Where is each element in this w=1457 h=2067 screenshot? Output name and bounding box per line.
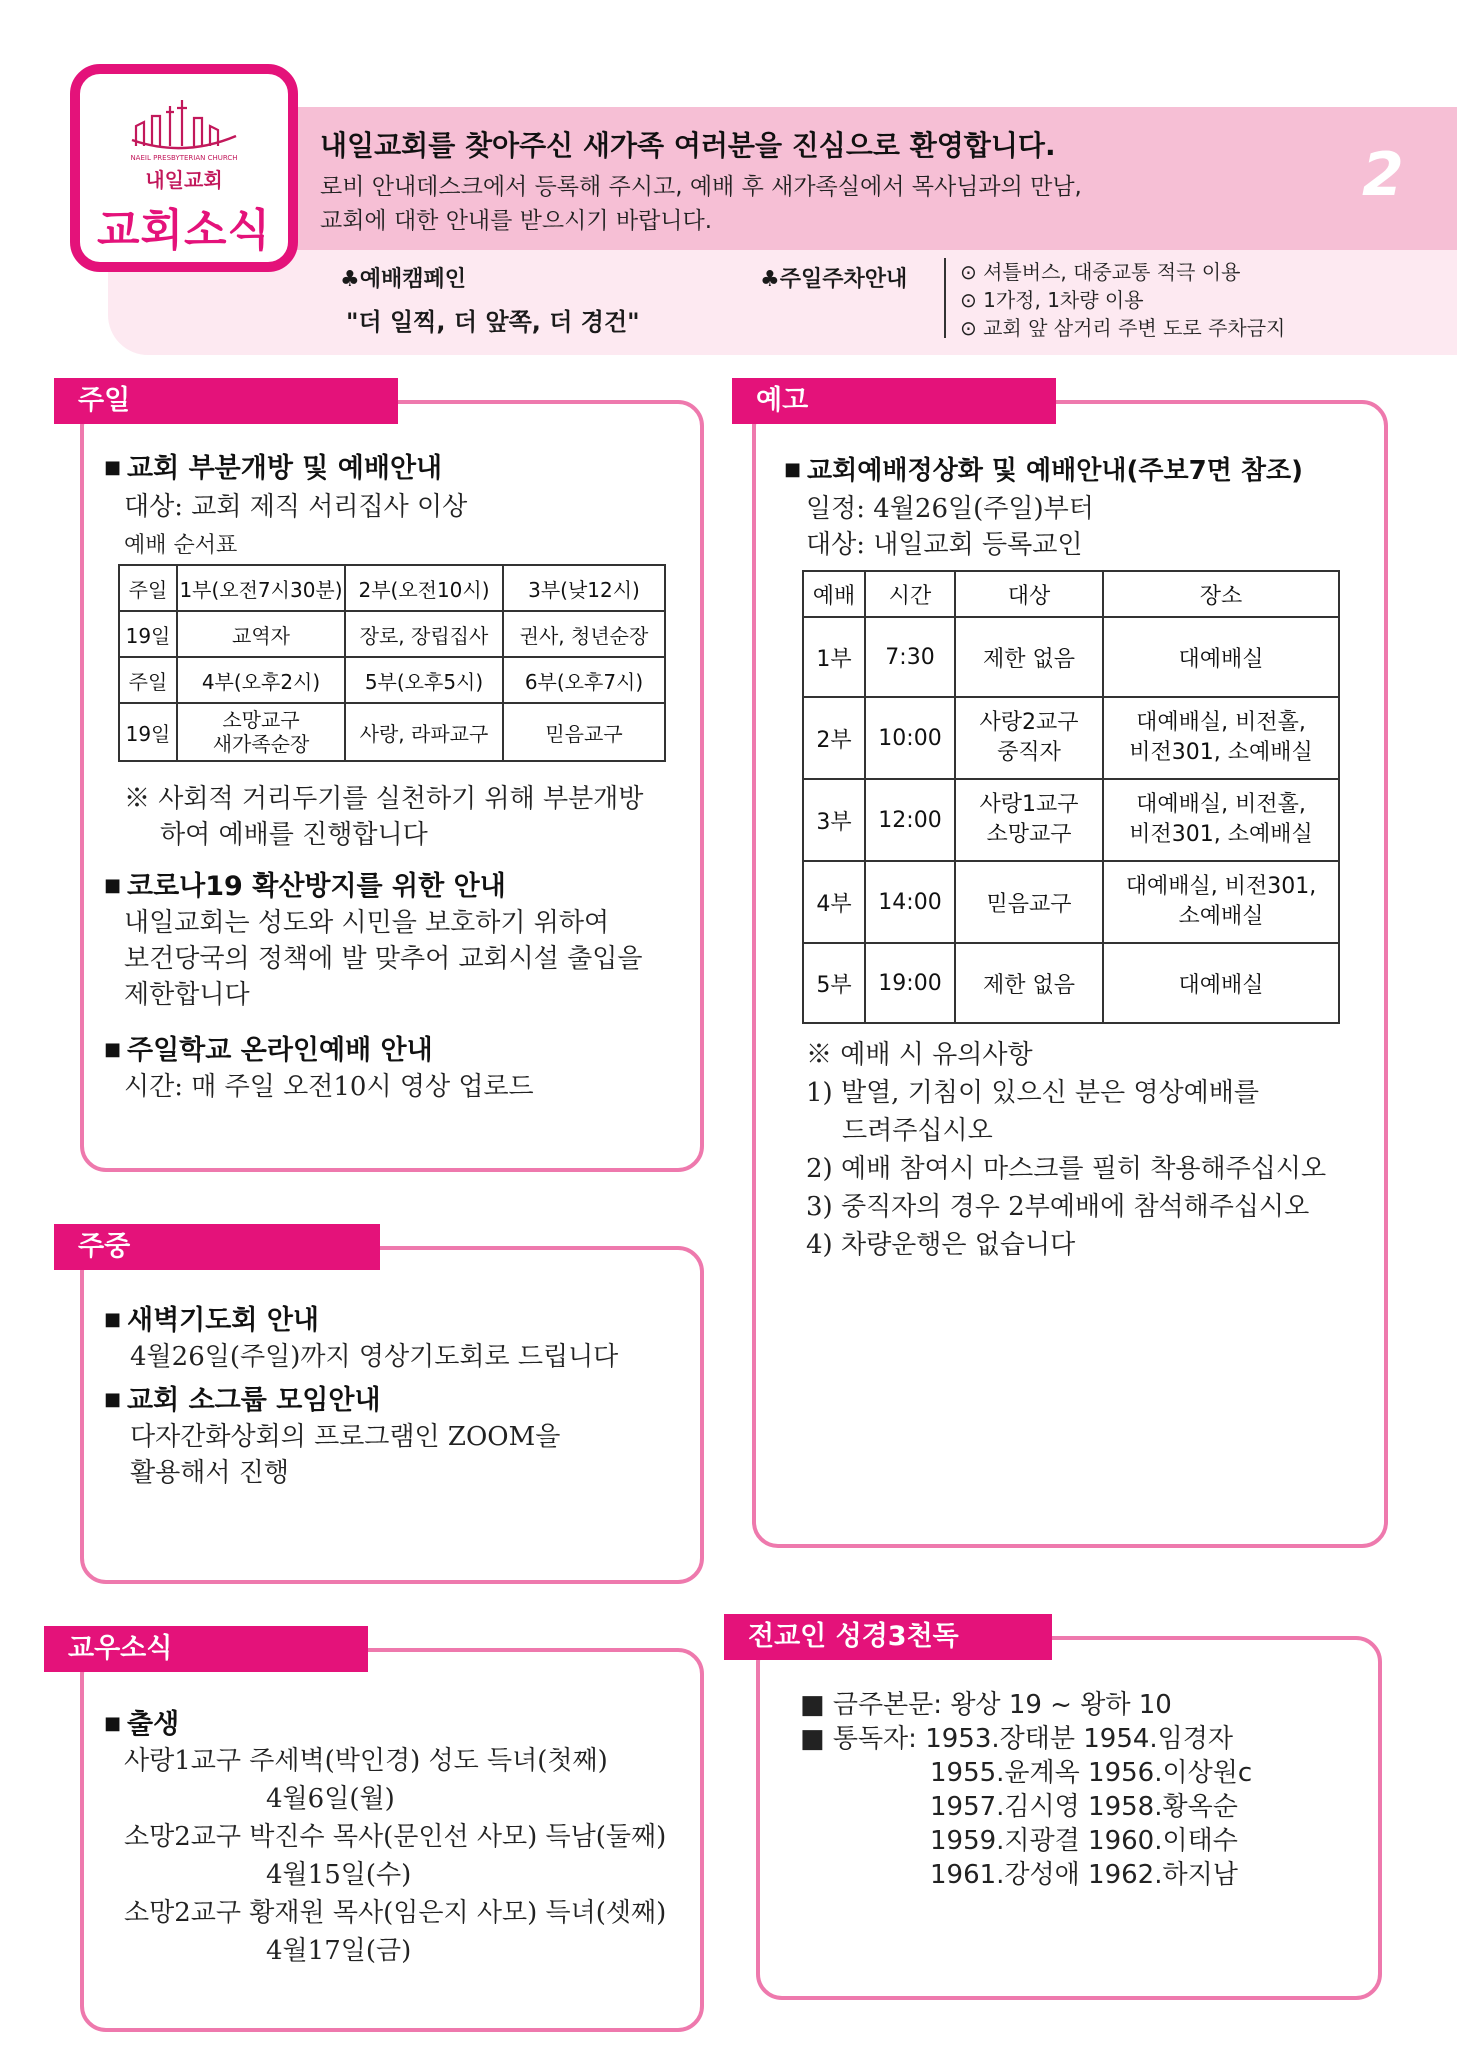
- table-cell: 2부(오전10시): [345, 565, 503, 611]
- news-line: 4월17일(금): [266, 1936, 412, 1966]
- campaign-label: ♣예배캠페인: [340, 267, 466, 292]
- school-text: 시간: 매 주일 오전10시 영상 업로드: [124, 1072, 534, 1102]
- bible-readers: 1955.윤계옥 1956.이상원c: [930, 1758, 1253, 1788]
- news-tag: 교우소식: [44, 1626, 368, 1672]
- group-text: 다자간화상회의 프로그램인 ZOOM을: [130, 1422, 561, 1452]
- weekday-heading-1: ■ 새벽기도회 안내: [104, 1305, 319, 1336]
- table-cell: 7:30: [865, 617, 955, 697]
- table-row: [803, 617, 1339, 697]
- table-cell: 19일: [119, 611, 177, 657]
- sunday-heading-2: ■ 코로나19 확산방지를 위한 안내: [104, 871, 506, 902]
- news-line: 사랑1교구 주세벽(박인경) 성도 득녀(첫째): [124, 1746, 608, 1776]
- sunday-note: ※ 사회적 거리두기를 실천하기 위해 부분개방: [124, 784, 644, 814]
- weekday-heading-2: ■ 교회 소그룹 모임안내: [104, 1385, 381, 1416]
- table-cell: 6부(오후7시): [503, 657, 665, 703]
- table-header-row: [803, 571, 1339, 617]
- sunday-heading-1: ■ 교회 부분개방 및 예배안내: [104, 453, 443, 484]
- table-cell: 제한 없음: [955, 943, 1103, 1023]
- table-cell: 교역자: [177, 611, 345, 657]
- parking-item: ⊙ 셔틀버스, 대중교통 적극 이용: [960, 260, 1241, 284]
- table-cell: 믿음교구: [955, 861, 1103, 943]
- table-row: [119, 611, 665, 657]
- parking-divider: [944, 258, 946, 338]
- caution-line: 1) 발열, 기침이 있으신 분은 영상예배를: [806, 1078, 1260, 1108]
- notice-schedule: 일정: 4월26일(주일)부터: [806, 494, 1094, 524]
- table-row: [119, 703, 665, 761]
- caution-line: 드려주십시오: [842, 1116, 993, 1146]
- dawn-text: 4월26일(주일)까지 영상기도회로 드립니다: [130, 1342, 619, 1372]
- parking-item: ⊙ 1가정, 1차량 이용: [960, 288, 1144, 312]
- logo-english: NAEIL PRESBYTERIAN CHURCH: [130, 154, 238, 162]
- news-line: 소망2교구 황재원 목사(임은지 사모) 득녀(셋째): [124, 1898, 667, 1928]
- table-cell: 4부(오후2시): [177, 657, 345, 703]
- covid-text: 내일교회는 성도와 시민을 보호하기 위하여: [124, 908, 610, 938]
- table-cell: 주일: [119, 565, 177, 611]
- table-cell: 사랑1교구 소망교구: [955, 779, 1103, 861]
- group-text: 활용해서 진행: [130, 1458, 289, 1488]
- table-cell: 대예배실: [1103, 617, 1339, 697]
- news-line: 소망2교구 박진수 목사(문인선 사모) 득남(둘째): [124, 1822, 667, 1852]
- news-line: 4월15일(수): [266, 1860, 412, 1890]
- table-cell: 믿음교구: [503, 703, 665, 761]
- page-title: 교회소식: [96, 205, 271, 256]
- table-cell: 2부: [803, 697, 865, 779]
- table-cell: 3부: [803, 779, 865, 861]
- bible-readers: 1959.지광결 1960.이태수: [930, 1826, 1238, 1856]
- sunday-target: 대상: 교회 제직 서리집사 이상: [124, 492, 468, 522]
- table-cell: 1부: [803, 617, 865, 697]
- table-row: [803, 697, 1339, 779]
- welcome-line-1: 내일교회를 찾아주신 새가족 여러분을 진심으로 환영합니다.: [320, 129, 1056, 162]
- bible-readers: 1957.김시영 1958.황옥순: [930, 1792, 1238, 1822]
- table-cell: 대예배실, 비전홀, 비전301, 소예배실: [1103, 779, 1339, 861]
- table-cell: 5부(오후5시): [345, 657, 503, 703]
- church-cross-icon: [130, 96, 238, 152]
- logo-church-name: 내일교회: [145, 168, 223, 192]
- table-cell: 제한 없음: [955, 617, 1103, 697]
- covid-text: 제한합니다: [124, 980, 250, 1010]
- table-cell: 장로, 장립집사: [345, 611, 503, 657]
- table-cell: 대예배실, 비전홀, 비전301, 소예배실: [1103, 697, 1339, 779]
- parking-item: ⊙ 교회 앞 삼거리 주변 도로 주차금지: [960, 316, 1286, 340]
- table-header-cell: 예배: [803, 571, 865, 617]
- bible-tag: 전교인 성경3천독: [724, 1614, 1052, 1660]
- bible-readers: ■ 통독자: 1953.장태분 1954.임경자: [800, 1724, 1234, 1754]
- caution-title: ※ 예배 시 유의사항: [806, 1040, 1033, 1070]
- campaign-slogan: "더 일찍, 더 앞쪽, 더 경건": [346, 308, 640, 336]
- order-label: 예배 순서표: [124, 533, 238, 558]
- table-row: [803, 861, 1339, 943]
- table-cell: 사랑2교구 중직자: [955, 697, 1103, 779]
- table-cell: 10:00: [865, 697, 955, 779]
- worship-table: [802, 570, 1340, 1024]
- bible-readers: 1961.강성애 1962.하지남: [930, 1860, 1238, 1890]
- table-row: [803, 779, 1339, 861]
- sunday-note: 하여 예배를 진행합니다: [160, 820, 428, 850]
- table-cell: 대예배실, 비전301, 소예배실: [1103, 861, 1339, 943]
- sunday-tag: 주일: [54, 378, 398, 424]
- parking-label: ♣주일주차안내: [760, 267, 908, 292]
- table-cell: 19일: [119, 703, 177, 761]
- welcome-line-2: 로비 안내데스크에서 등록해 주시고, 예배 후 새가족실에서 목사님과의 만남,: [320, 174, 1082, 200]
- table-cell: 사랑, 라파교구: [345, 703, 503, 761]
- table-cell: 주일: [119, 657, 177, 703]
- church-logo: [70, 64, 298, 272]
- order-table: [118, 564, 666, 762]
- caution-line: 2) 예배 참여시 마스크를 필히 착용해주십시오: [806, 1154, 1327, 1184]
- table-cell: 5부: [803, 943, 865, 1023]
- table-header-cell: 시간: [865, 571, 955, 617]
- bible-text: ■ 금주본문: 왕상 19 ~ 왕하 10: [800, 1690, 1172, 1720]
- table-cell: 12:00: [865, 779, 955, 861]
- table-cell: 14:00: [865, 861, 955, 943]
- welcome-line-3: 교회에 대한 안내를 받으시기 바랍니다.: [320, 208, 713, 234]
- table-row: [803, 943, 1339, 1023]
- table-cell: 3부(낮12시): [503, 565, 665, 611]
- notice-tag: 예고: [732, 378, 1056, 424]
- table-row: [119, 657, 665, 703]
- table-cell: 권사, 청년순장: [503, 611, 665, 657]
- news-heading: ■ 출생: [104, 1709, 180, 1740]
- table-header-cell: 장소: [1103, 571, 1339, 617]
- table-header-cell: 대상: [955, 571, 1103, 617]
- table-row: [119, 565, 665, 611]
- caution-line: 3) 중직자의 경우 2부예배에 참석해주십시오: [806, 1192, 1310, 1222]
- table-cell: 4부: [803, 861, 865, 943]
- table-cell: 대예배실: [1103, 943, 1339, 1023]
- weekday-tag: 주중: [54, 1224, 380, 1270]
- page-number: 2: [1362, 140, 1404, 210]
- table-cell: 1부(오전7시30분): [177, 565, 345, 611]
- sunday-heading-3: ■ 주일학교 온라인예배 안내: [104, 1035, 433, 1066]
- notice-target: 대상: 내일교회 등록교인: [806, 530, 1083, 560]
- caution-line: 4) 차량운행은 없습니다: [806, 1230, 1076, 1260]
- table-cell: 소망교구 새가족순장: [177, 703, 345, 761]
- news-line: 4월6일(월): [266, 1784, 395, 1814]
- covid-text: 보건당국의 정책에 발 맞추어 교회시설 출입을: [124, 944, 643, 974]
- notice-heading: ■ 교회예배정상화 및 예배안내(주보7면 참조): [784, 456, 1303, 486]
- table-cell: 19:00: [865, 943, 955, 1023]
